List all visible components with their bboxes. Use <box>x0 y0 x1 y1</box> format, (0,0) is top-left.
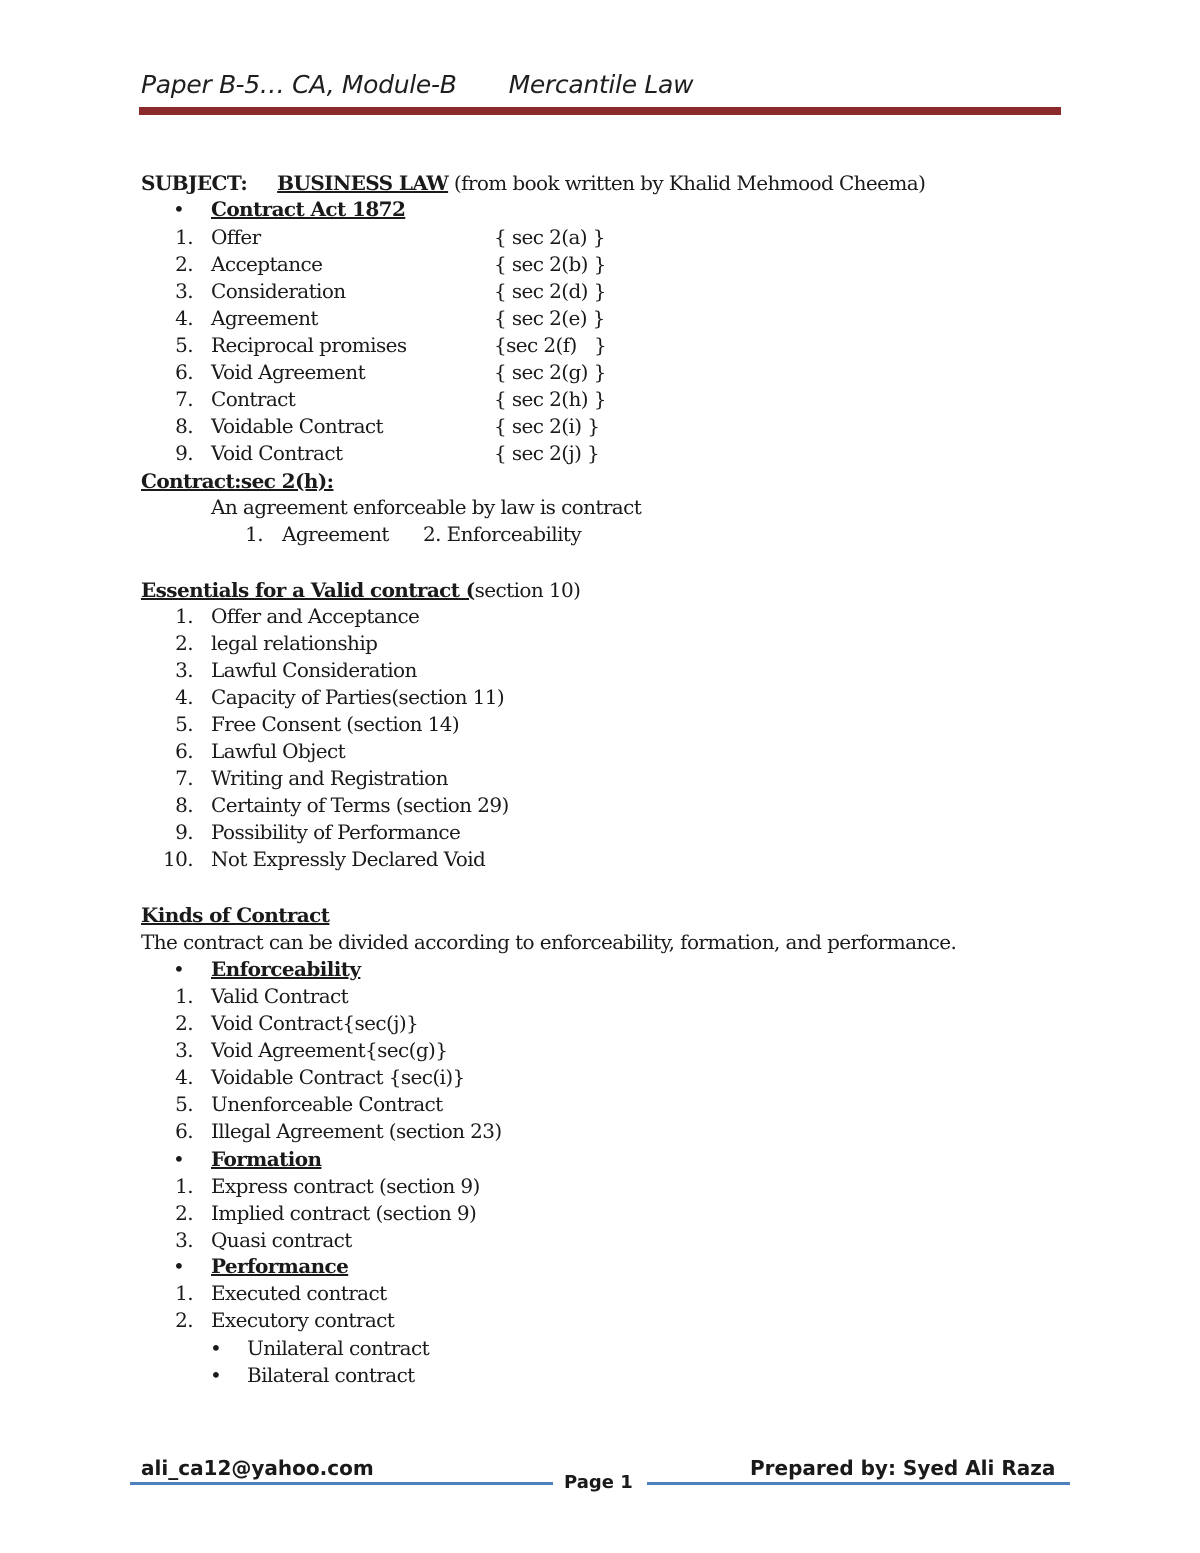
footer-divider-right <box>647 1482 1070 1485</box>
subject-note: (from book written by Khalid Mehmood Cheema) <box>448 171 926 195</box>
essentials-heading-line <box>141 577 580 604</box>
enforceability-heading: Enforceability <box>211 957 361 981</box>
page-number: Page 1 <box>564 1472 633 1493</box>
element-agreement: Agreement <box>282 522 389 546</box>
contract-act-heading: Contract Act 1872 <box>211 197 406 221</box>
formation-heading: Formation <box>211 1147 322 1171</box>
essentials-note: section 10) <box>474 578 581 602</box>
footer-prepared-by: Prepared by: Syed Ali Raza <box>750 1456 1056 1480</box>
bullet-icon: • <box>210 1336 222 1360</box>
subject-label: SUBJECT: <box>141 171 248 195</box>
bullet-icon: • <box>173 1254 185 1278</box>
contract-definition: An agreement enforceable by law is contract <box>211 495 642 519</box>
subject-name: BUSINESS LAW <box>277 171 449 195</box>
bullet-icon: • <box>173 1147 185 1171</box>
page-header <box>141 70 693 99</box>
bullet-icon: • <box>173 957 185 981</box>
element-enforceability: 2. Enforceability <box>423 522 582 546</box>
essentials-heading: Essentials for a Valid contract ( <box>141 578 475 602</box>
kinds-intro: The contract can be divided according to enforceability, formation, and performance. <box>141 930 957 954</box>
kinds-heading: Kinds of Contract <box>141 903 330 927</box>
footer-divider-left <box>130 1482 553 1485</box>
header-right: Mercantile Law <box>508 70 694 99</box>
performance-heading: Performance <box>211 1254 349 1278</box>
bullet-icon: • <box>173 197 185 221</box>
contract-def-heading: Contract:sec 2(h): <box>141 469 334 493</box>
subject-line <box>141 170 925 197</box>
header-divider <box>139 107 1061 115</box>
bullet-icon: • <box>210 1363 222 1387</box>
header-left: Paper B-5… CA, Module-B <box>141 70 457 99</box>
element-number: 1. <box>245 522 263 546</box>
footer-email: ali_ca12@yahoo.com <box>141 1456 374 1480</box>
